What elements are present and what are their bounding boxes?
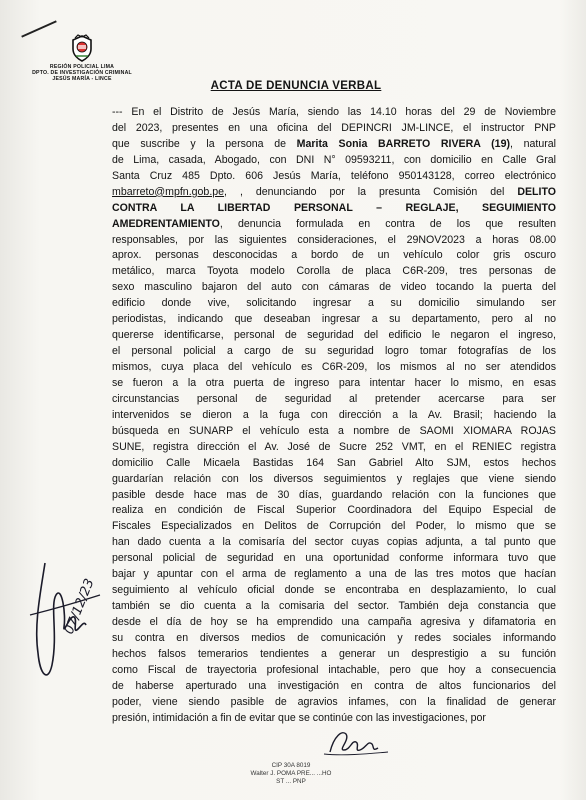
- body-line: presión, intimidación a fin de evitar que se continúe con las investigaciones, por: [112, 711, 486, 724]
- body-line: --- En el Distrito de Jesús María, siendo las 14.10 horas del 29 de Noviembre: [112, 106, 556, 118]
- body-line: mbarreto@mpfn.gob.pe, , denunciando por la presunta Comisión del DELITO: [112, 185, 556, 198]
- body-line: domicilio Calle Micaela Bastidas 164 San Gabriel Alto SJM, estos hechos: [112, 456, 556, 469]
- body-line: mismos, cuya placa del vehículo es C6R-209, los mismos al no ser atendidos: [112, 361, 556, 373]
- police-emblem-icon: [69, 34, 95, 62]
- body-line: personal policial de seguridad en una oportunidad conforme informara tuvo que: [112, 552, 556, 565]
- org-line: DPTO. DE INVESTIGACIÓN CRIMINAL: [32, 70, 132, 77]
- document-title: ACTA DE DENUNCIA VERBAL: [210, 80, 382, 92]
- body-line: Fiscales Especializados en Delitos de Corrupción del Poder, lo mismo que se: [112, 520, 556, 533]
- body-line: CONTRA LA LIBERTAD PERSONAL – REGLAJE, SEGUIMIENTO: [112, 201, 556, 214]
- body-line: metálico, marca Toyota modelo Corolla de placa C6R-209, tres personas de: [112, 265, 556, 278]
- body-line: también se dio cuenta a la comisaria del sector. También deja constancia que: [112, 600, 556, 613]
- body-line: seguimiento al vehículo oficial donde se encontraba en desplazamiento, lo cual: [112, 584, 556, 597]
- body-line: realiza en condición de Fiscal Superior Coordinadora del Equipo Especial de: [112, 504, 556, 517]
- body-line: periodistas, indicando que deseaban ingresar a su departamento, pero al no: [112, 313, 556, 326]
- body-line: del 2023, presentes en una oficina del DEPINCRI JM-LINCE, el instructor PNP: [112, 121, 556, 134]
- stamp-block: [236, 762, 346, 786]
- body-line: el personal policial a cargo de su seguridad logro tomar fotografías de los: [112, 345, 556, 358]
- org-line: JESÚS MARÍA - LINCE: [52, 76, 112, 83]
- body-line: guardarían relación con los diversos seguimientos y reglajes que viene siendo: [112, 472, 556, 485]
- body-line: han dado cuenta a la comisaría del sector cuyas copias adjunta, a tal punto que: [112, 536, 556, 549]
- stamp-line: Walter J. POMA PRE... ...HO: [250, 770, 332, 777]
- body-line: Santa Cruz 485 Dpto. 606 Jesús María, teléfono 950143128, correo electrónico: [112, 169, 556, 182]
- handwritten-signature-bottom: [322, 726, 392, 758]
- body-line: bajar y apuntar con el arma de reglamento a una de las tres motos que hacían: [112, 568, 556, 581]
- body-line: intervenidos se dieron a la fuga con dirección a la Av. Brasil; haciendo la: [112, 408, 556, 421]
- body-line: se fueron a la otra puerta de ingreso para intentar hacer lo mismo, en esas: [112, 376, 556, 389]
- org-line: REGIÓN POLICIAL LIMA: [49, 64, 115, 70]
- signature-date: 07/12/23: [61, 576, 98, 637]
- stamp-line: ST ... PNP: [276, 778, 306, 785]
- letterhead: [12, 34, 152, 83]
- body-line: sexo masculino bajaron del auto con cámaras de video tocando la puerta del: [112, 281, 556, 294]
- body-line: AMEDRENTAMIENTO, denuncia formulada en contra de los que resulten: [112, 217, 556, 230]
- body-line: responsables, por las siguientes consideraciones, el 29NOV2023 a horas 08.00: [112, 233, 556, 246]
- body-line: que suscribe y la persona de Marita Sonia BARRETO RIVERA (19), natural: [112, 137, 556, 150]
- body-line: su contra en diversos medios de comunicación y redes sociales informando: [112, 631, 556, 644]
- body-line: aprox. personas desconocidas a bordo de un vehículo color gris oscuro: [112, 249, 556, 262]
- body-line: circunstancias personal de seguridad al pretender acercarse para ser: [112, 392, 556, 405]
- stamp-line: CIP 30A 8019: [271, 762, 311, 769]
- body-line: como Fiscal de trayectoria profesional intachable, pero que hoy a consecuencia: [112, 663, 556, 676]
- body-line: SUNE, registra dirección el Av. José de Sucre 252 VMT, en el RENIEC registra: [112, 440, 556, 453]
- body-line: quererse identificarse, personal de seguridad del edificio le negaron el ingreso,: [112, 329, 556, 342]
- body-line: desde el día de hoy se ha emprendido una campaña agresiva y difamatoria en: [112, 616, 556, 628]
- body-line: de haberse aperturado una investigación en contra de altos funcionarios del: [112, 679, 556, 692]
- body-line: de Lima, casada, Abogado, con DNI N° 09593211, con domicilio en Calle Gral: [112, 153, 556, 166]
- body-line: búsqueda en SUNARP el vehículo esta a nombre de SAOMI XIOMARA ROJAS: [112, 424, 556, 437]
- handwritten-signature-left: [20, 555, 115, 690]
- body-line: edificio donde vive, solicitando ingresar a su domicilio simulando ser: [112, 297, 556, 310]
- body-line: pasible desde hace mas de 30 días, guardando relación con la funciones que: [112, 488, 556, 501]
- body-line: poder, viene siendo pasible de agravios infames, con la finalidad de generar: [112, 695, 556, 708]
- body-line: hechos falsos temerarios tendientes a generar un desprestigio a su función: [112, 647, 556, 660]
- document-body: [112, 105, 556, 727]
